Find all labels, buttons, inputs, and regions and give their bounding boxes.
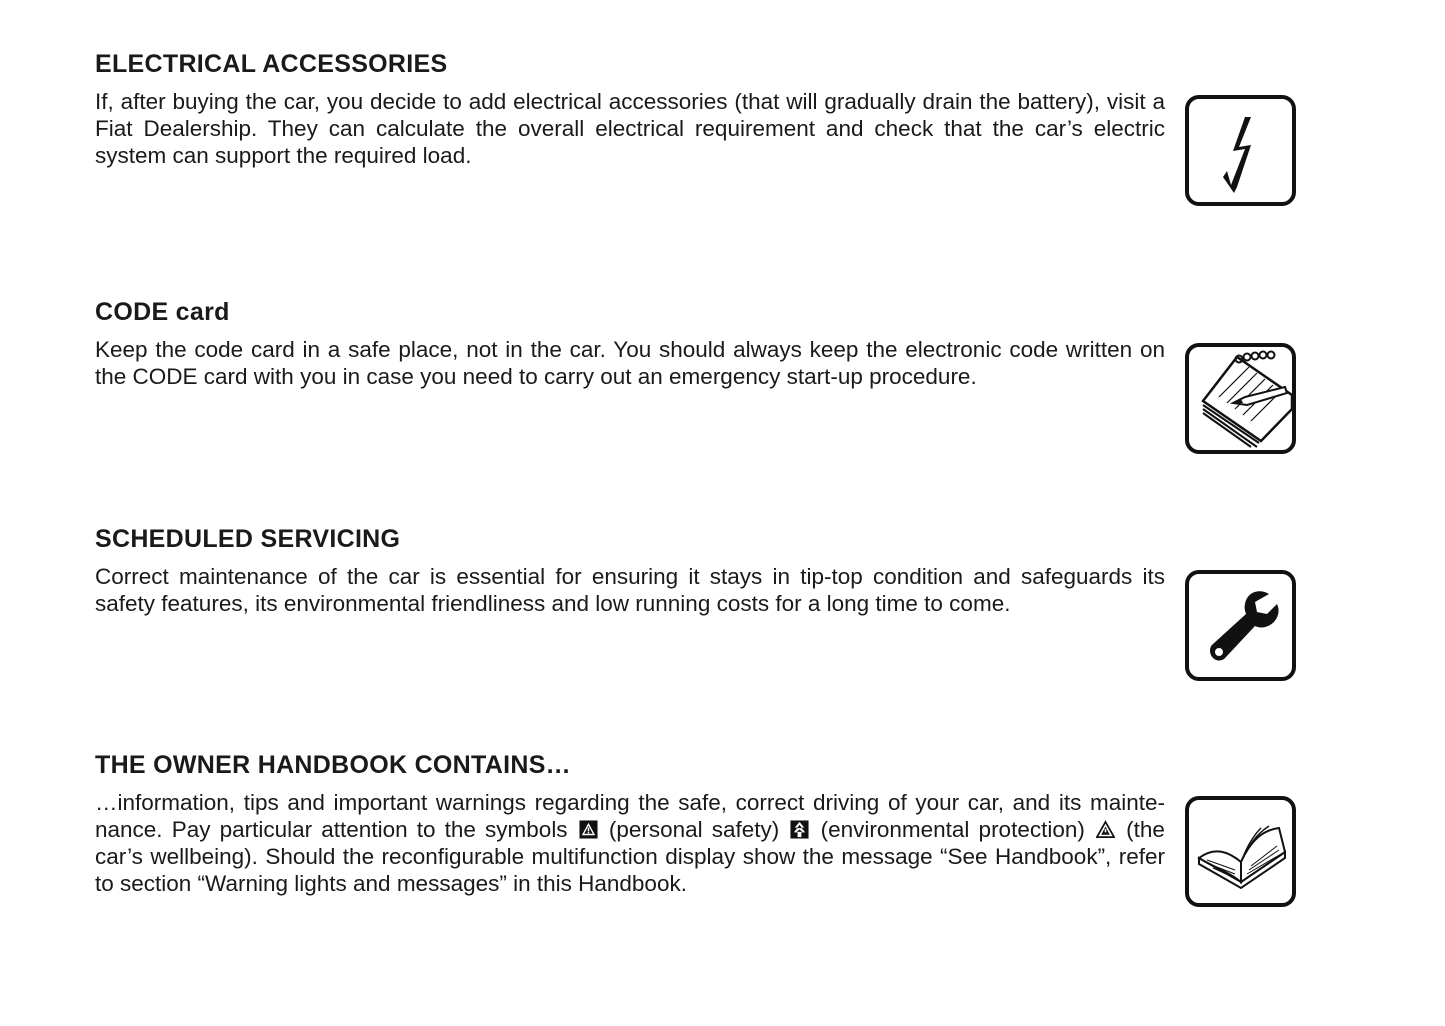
open-book-icon: [1185, 796, 1296, 907]
body-text-part: (environmental protection): [820, 817, 1085, 842]
section-heading: SCHEDULED SERVICING: [95, 525, 401, 553]
section-heading: CODE card: [95, 298, 230, 326]
environmental-protection-icon: [790, 820, 809, 839]
personal-safety-icon: [579, 820, 598, 839]
section-body: If, after buying the car, you decide to add electrical accessories (that will gradually drain the battery), visit a Fiat Dealership. They can calculate the overall electrical requirement and check that the car’s electric system can support the required load.: [95, 89, 1165, 168]
lightning-bolt-icon: [1185, 95, 1296, 206]
section-body: Keep the code card in a safe place, not in the car. You should always keep the electronic code written on the CODE card with you in case you need to carry out an emergency start-up procedure.: [95, 337, 1165, 389]
section-body: Correct maintenance of the car is essential for ensuring it stays in tip-top condition and safeguards its safety features, its environmental friendliness and low running costs for a long time to come.: [95, 564, 1165, 616]
car-wellbeing-icon: [1096, 820, 1115, 839]
notepad-pencil-icon: [1185, 343, 1296, 454]
body-text-part: …information, tips and important warnings regarding the safe, correct driving of your car, and its mainte-nance. Pay particular attention to the symbols: [95, 790, 1165, 842]
wrench-icon: [1185, 570, 1296, 681]
body-text-part: (personal safety): [608, 817, 780, 842]
body-text-part: (the car’s wellbeing). Should the reconfigurable multifunction display show the message “See Handbook”, refer to section “Warning lights and messages” in this Handbook.: [95, 817, 1165, 896]
section-heading: THE OWNER HANDBOOK CONTAINS…: [95, 751, 571, 779]
section-body: [95, 789, 1165, 897]
section-heading: ELECTRICAL ACCESSORIES: [95, 50, 448, 78]
